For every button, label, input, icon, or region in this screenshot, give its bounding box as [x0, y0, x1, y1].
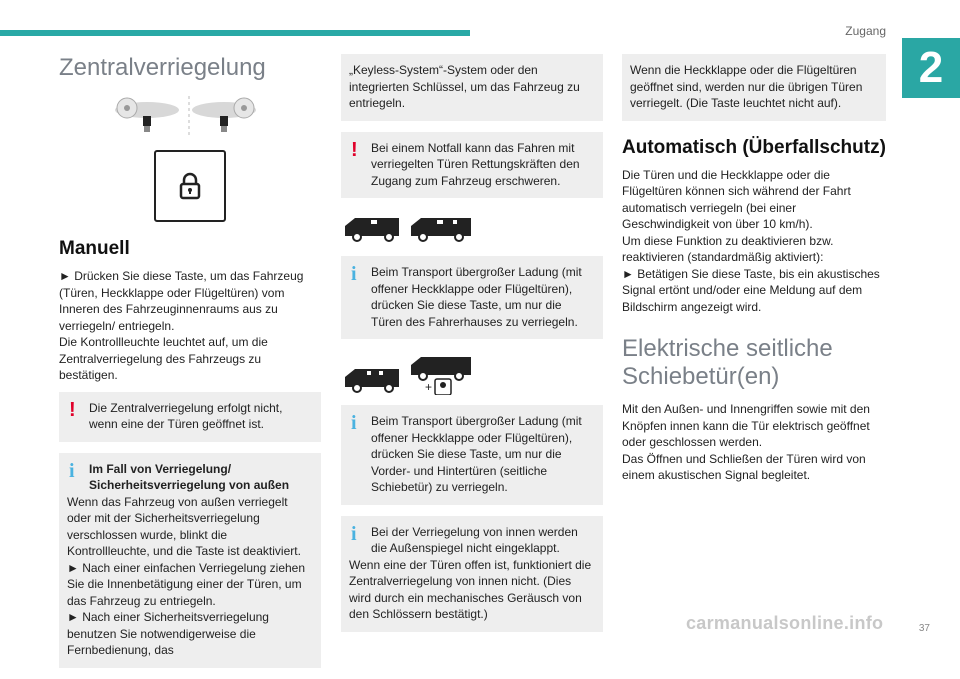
info-2-text: Beim Transport übergroßer Ladung (mit offener Heckklappe oder Flügeltüren), drücken Sie diese Taste, um nur die Türen des Fahrerhauses zu verriegeln. — [371, 265, 582, 329]
info-icon: i — [351, 522, 357, 545]
top-accent-bar — [0, 30, 470, 36]
info-4-text: Wenn eine der Türen offen ist, funktioniert die Zentralverriegelung von innen nicht. (Dies wird durch ein mechanisches Geräusch von den Schlössern bestätigt.) — [349, 557, 592, 621]
column-1 — [59, 54, 321, 679]
manual-text-1: ► Drücken Sie diese Taste, um das Fahrzeug (Türen, Heckklappe oder Flügeltüren) vom Inneren des Fahrzeuginnenraums aus zu verriegeln/ entriegeln. — [59, 269, 304, 333]
lock-icon — [179, 172, 201, 200]
warning-box-1 — [59, 392, 321, 442]
key-fob-icon — [109, 96, 259, 138]
warning-2-text: Bei einem Notfall kann das Fahren mit verriegelten Türen Rettungskräften den Zugang zum Fahrzeug erschweren. — [371, 140, 580, 188]
sliding-heading: Elektrische seitliche Schiebetür(en) — [622, 335, 833, 390]
page-number: 37 — [918, 623, 930, 634]
info-box-2 — [341, 256, 603, 339]
info-box-1 — [59, 453, 321, 668]
continued-text: „Keyless-System“-System oder den integrierten Schlüssel, um das Fahrzeug zu entriegeln. — [349, 63, 580, 110]
sliding-text-1: Mit den Außen- und Innengriffen sowie mit den Knöpfen innen kann die Tür elektrisch geöffnet oder geschlossen werden. — [622, 402, 870, 449]
chapter-badge: 2 — [902, 38, 960, 98]
exclamation-icon: ! — [69, 398, 76, 421]
info-box-4 — [341, 516, 603, 632]
warning-1-text: Die Zentralverriegelung erfolgt nicht, wenn eine der Türen geöffnet ist. — [89, 400, 283, 431]
info-icon: i — [351, 412, 357, 434]
van-cab-illustration — [343, 212, 603, 244]
watermark: carmanualsonline.info — [686, 613, 884, 633]
key-fob-illustration — [109, 96, 321, 138]
exclamation-icon: ! — [351, 138, 358, 161]
info-icon: i — [69, 459, 75, 482]
info-1-text-3: ► Nach einer Sicherheitsverriegelung benutzen Sie notwendigerweise die Fernbedienung, das — [67, 610, 269, 657]
info-4-title: Bei der Verriegelung von innen werden die Außenspiegel nicht eingeklappt. — [371, 524, 578, 555]
manual-text-2: Die Kontrollleuchte leuchtet auf, um die Zentralverriegelung des Fahrzeugs zu bestätigen. — [59, 335, 268, 382]
van-sliding-illustration — [343, 353, 603, 395]
info-3-text: Beim Transport übergroßer Ladung (mit offener Heckklappe oder Flügeltüren), drücken Sie diese Taste, um nur die Vorder- und Hintertüren (seitliche Schiebetür) zu verriegeln. — [371, 414, 582, 494]
info-1-text-2: ► Nach einer einfachen Verriegelung ziehen Sie die Innenbetätigung einer der Türen, um das Fahrzeug zu entriegeln. — [67, 560, 306, 608]
auto-text-1: Die Türen und die Heckklappe oder die Flügeltüren können sich während der Fahrt automatisch verriegeln (bei einer Geschwindigkeit von über 10 km/h). — [622, 167, 851, 231]
section-header: Zugang — [845, 24, 886, 38]
warning-box-2 — [341, 132, 603, 199]
auto-text-3: ► Betätigen Sie diese Taste, bis ein akustisches Signal ertönt und/oder eine Meldung auf dem Bildschirm angezeigt wird. — [622, 266, 880, 314]
svg-text:+: + — [425, 380, 433, 394]
continued-box — [341, 54, 603, 121]
page-title: Zentralverriegelung — [59, 54, 266, 81]
van-icon — [343, 212, 473, 244]
lock-button-illustration — [154, 150, 226, 222]
auto-text-2: Um diese Funktion zu deaktivieren bzw. reaktivieren (standardmäßig aktiviert): — [622, 233, 834, 264]
info-icon: i — [351, 263, 357, 285]
van-sliding-door-icon — [343, 353, 473, 395]
manual-heading: Manuell — [59, 238, 130, 259]
column-3 — [622, 54, 886, 484]
info-1-text-1: Wenn das Fahrzeug von außen verriegelt oder mit der Sicherheitsverriegelung verschlossen wurde, blinkt die Kontrollleuchte, und die Taste ist deaktiviert. — [67, 494, 301, 558]
sliding-text-2: Das Öffnen und Schließen der Türen wird von einem akustischen Signal begleitet. — [622, 451, 866, 482]
note-box-text: Wenn die Heckklappe oder die Flügeltüren geöffnet sind, werden nur die übrigen Türen verriegelt. (Die Taste leuchtet nicht auf). — [630, 63, 863, 110]
info-box-3 — [341, 405, 603, 505]
column-2 — [341, 54, 603, 643]
info-1-title: Im Fall von Verriegelung/ Sicherheitsverriegelung von außen — [89, 461, 290, 492]
auto-heading: Automatisch (Überfallschutz) — [622, 136, 886, 158]
note-box — [622, 54, 886, 121]
